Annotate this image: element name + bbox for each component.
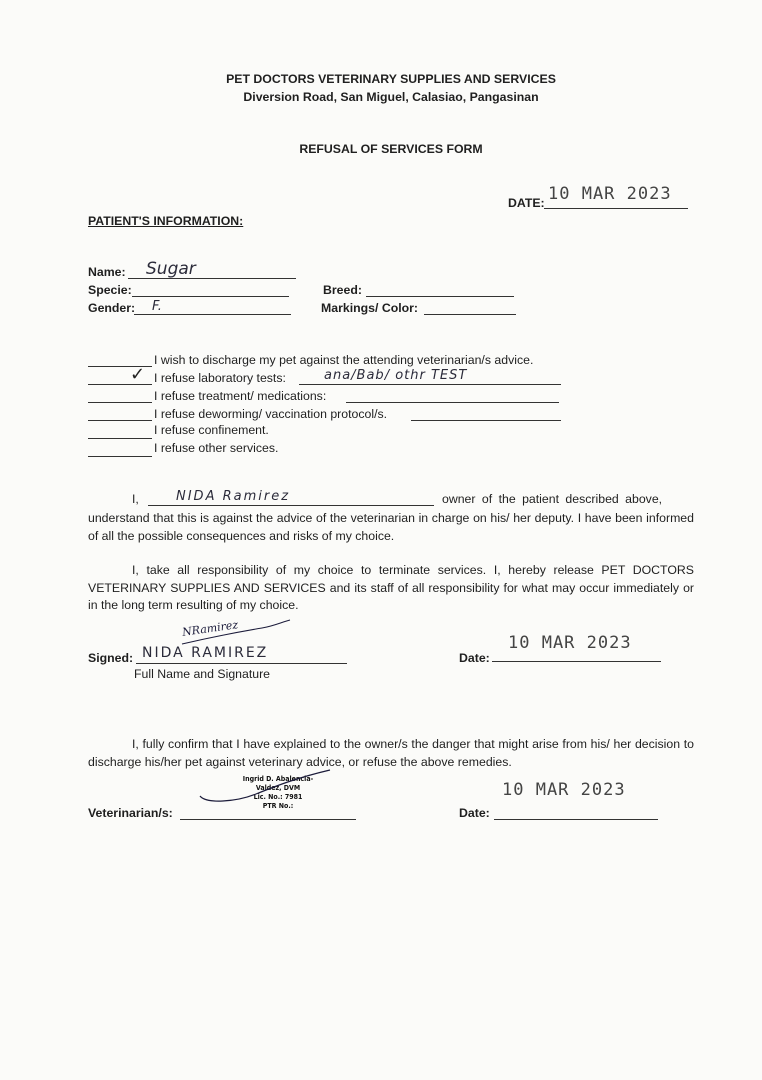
statement-text-3 [88,562,694,615]
owner-name: NIDA Ramirez [176,489,291,504]
signed-caption: Full Name and Signature [134,667,271,681]
breed-label: Breed: [323,283,362,297]
stamp-ptr: PTR No.: [262,802,294,810]
refusal-label-2: I refuse treatment/ medications: [154,389,327,403]
refusal-label-0: I wish to discharge my pet against the attending veterinarian/s advice. [154,353,534,367]
refusal-blank-3 [88,420,152,421]
check-mark-icon: ✓ [130,364,146,384]
date-line [544,208,688,209]
refusal-detail-line-2 [346,402,559,403]
owner-date-value [508,633,632,653]
signed-label: Signed: [88,651,134,665]
refusal-detail-1: ana/Bab/ othr TEST [324,368,468,383]
name-value: Sugar [146,259,196,279]
statement-text-2: understand that this is against the advice of the veterinarian in charge on his/ her deputy. I have been informed of all the possible consequences and risks of my choice. [88,511,694,543]
vet-statement [88,736,694,771]
vet-signature-stroke [196,768,336,808]
markings-label: Markings/ Color: [321,301,419,315]
form-title: REFUSAL OF SERVICES FORM [299,142,483,156]
date-value-text: 10 MAR 2023 [548,184,672,204]
patient-section-title: PATIENT'S INFORMATION: [88,214,244,228]
gender-value: F. [152,299,162,314]
owner-signature: NRamirez [181,618,239,639]
refusal-label-3: I refuse deworming/ vaccination protocol/s. [154,407,388,421]
refusal-label-5: I refuse other services. [154,441,279,455]
vet-date-value [502,780,626,800]
clinic-address: Diversion Road, San Miguel, Calasiao, Pangasinan [243,90,539,104]
vet-statement-text: I, fully confirm that I have explained to the owner/s the danger that might arise from his/ her decision to discharge his/her pet against veterinary advice, or refuse the above remedies. [88,737,694,769]
specie-line [132,296,289,297]
stamp-lic: Lic. No.: 7981 [253,793,303,801]
refusal-blank-2 [88,402,152,403]
vet-label: Veterinarian/s: [88,806,173,820]
date-label: DATE: [508,196,545,210]
date-value [548,184,672,204]
specie-label: Specie: [88,283,132,297]
signature-stroke [178,618,298,648]
clinic-name: PET DOCTORS VETERINARY SUPPLIES AND SERVICES [226,72,556,86]
refusal-blank-5 [88,456,152,457]
stamp-name: Ingrid D. Abalencia-Valdez, DVM [242,775,314,792]
refusal-detail-line-3 [411,420,561,421]
owner-name-line [148,505,434,506]
signed-value: NIDA RAMIREZ [142,645,269,661]
refusal-detail-line-1 [299,384,561,385]
vet-date-line [494,819,658,820]
gender-label: Gender: [88,301,136,315]
owner-date-line [492,661,661,662]
owner-prefix: I, [132,492,139,506]
owner-date-text: 10 MAR 2023 [508,633,632,653]
signed-line [136,663,347,664]
vet-date-label: Date: [459,806,490,820]
vet-line [180,819,356,820]
statement-text-1: owner of the patient described above, [442,492,663,506]
vet-date-text: 10 MAR 2023 [502,780,626,800]
name-label: Name: [88,265,126,279]
owner-date-label: Date: [459,651,490,665]
gender-line [134,314,291,315]
breed-line [366,296,514,297]
refusal-label-1: I refuse laboratory tests: [154,371,286,385]
refusal-blank-4 [88,438,152,439]
markings-line [424,314,516,315]
statement-text-3-body: I, take all responsibility of my choice to terminate services. I, hereby release PET DOCTORS VETERINARY SUPPLIES AND SERVICES and its staff of all responsibility for what may occur immediately or in the long term resulting of my choice. [88,563,694,612]
refusal-label-4: I refuse confinement. [154,423,269,437]
